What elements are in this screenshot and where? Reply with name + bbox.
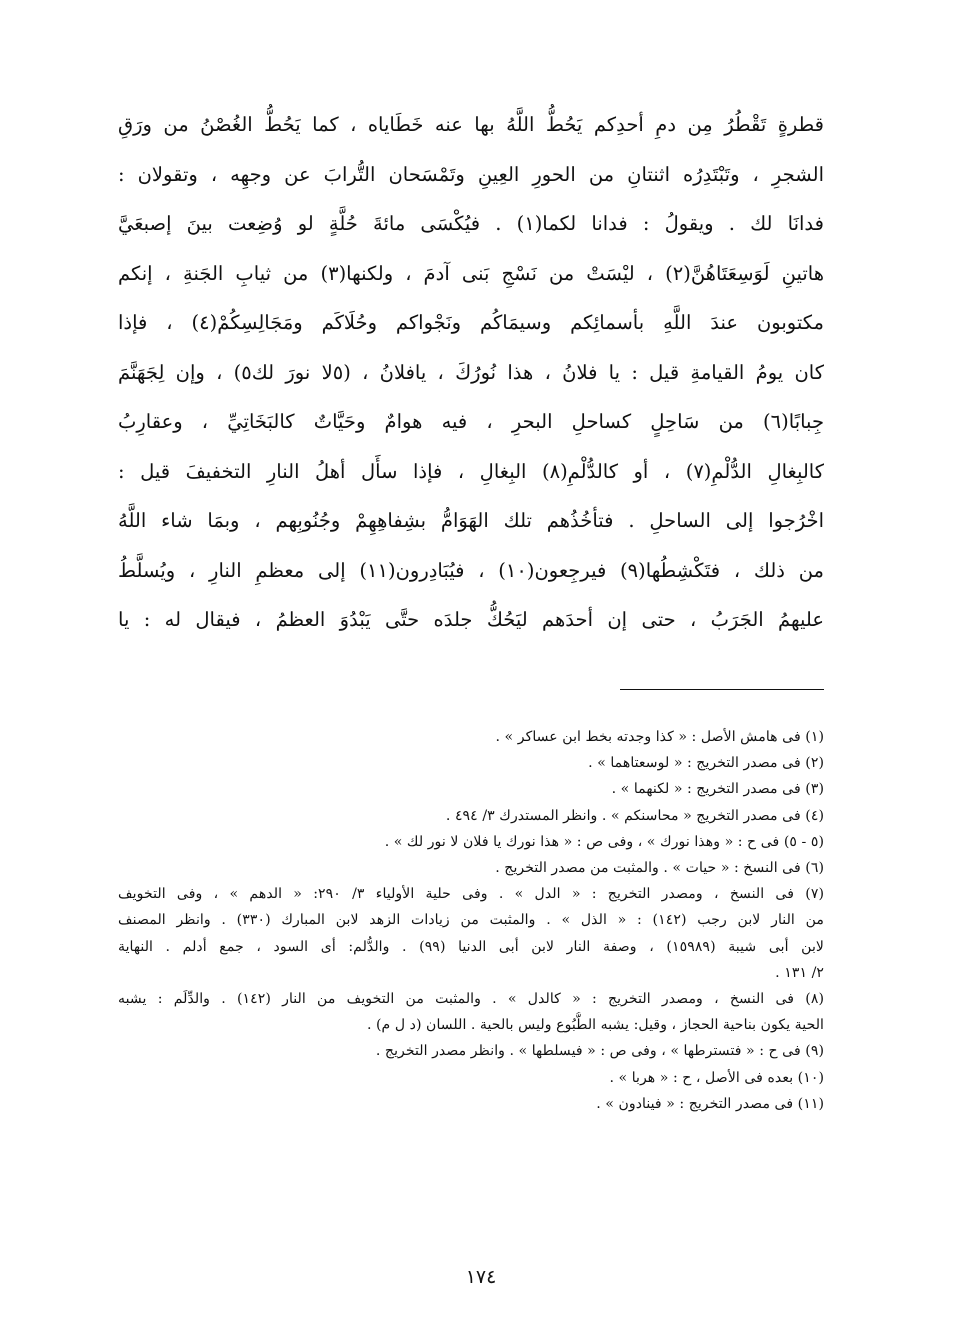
footnote-9: (٩) فى ح : « فتسترطها » ، وفى ص : « فيسلطها » . وانظر مصدر التخريج . — [375, 1043, 824, 1060]
footnotes — [118, 724, 824, 1117]
text-line-8: كالبِغالِ الدُّلْمِ(٧) ، أو كالدُّلْمِ(٨) البِغالِ ، فإذا سأَل أهلُ النارِ التخفيفَ قيل : — [118, 459, 824, 483]
footnote-2: (٢) فى مصدر التخريج : « لوسعتاهما » . — [588, 755, 824, 772]
footnote-10: (١٠) بعده فى الأصل ، ح : « هربا » . — [609, 1069, 824, 1086]
footnote-3: (٣) فى مصدر التخريج : « لكنهما » . — [611, 781, 824, 798]
text-line-10: من ذلك ، فتَكْشِطُها(٩) فيرجِعون(١٠) ، فيُبَادِرون(١١) إلى معظمِ النارِ ، ويُسلَّطُ — [118, 558, 824, 582]
footnote-6: (٦) فى النسخ : « حيات » . والمثبت من مصدر التخريج . — [495, 860, 824, 877]
text-line-3: فدانَا لك . ويقولُ : فدانا لكما(١) . فيُكْسَى مائةَ حُلَّةٍ لو وُضِعت بينَ إصبعَيَّ — [118, 212, 824, 235]
text-line-5: مكتوبون عندَ اللَّهِ بأسمائِكم وسيمَاكُم ونَجْواكم وحُلَاكَم ومَجَالِسِكُمْ(٤) ، فإذا — [118, 311, 824, 334]
footnote-7-line: لابن أبى شيبة (١٥٩٨٩) ، وصفة النار لابن أبى الدنيا (٩٩) . والدُّلم: أى السود ، جمع أدلم . النهاية — [118, 938, 824, 955]
text-line-9: اخْرُجوا إلى الساحلِ . فتأخُذُهم تلك الهَوَامُّ بشِفاهِهِمْ وجُنُوبِهم ، وبمَا شاء اللَّهُ — [118, 509, 824, 532]
text-line-11: عليهمُ الجَرَبُ ، حتى إن أحدَهم ليَحُكُّ جلدَه حتَّى يَبْدُوَ العظمُ ، فيقال له : يا — [118, 608, 824, 631]
text-line-6: كان يومُ القيامةِ قيل : يا فلانُ ، هذا نُورُكَ ، يافلانُ ، (٥لا نورَ لك٥) ، وإن لِجَهَنَّمَ — [118, 360, 824, 384]
text-line-2: الشجرِ ، وتَبْتَدِرُه اثنتانِ من الحورِ العِينِ وتَمْسَحان التُّرابَ عن وجهِه ، وتقولان : — [118, 162, 824, 186]
footnote-7 — [118, 881, 824, 986]
footnote-7-line: من النار لابن رجب (١٤٢) : « الذل » . والمثبت من زيادات الزهد لابن المبارك (٣٣٠) . وانظر المصنف — [118, 912, 824, 929]
footnote-separator — [620, 689, 824, 690]
footnote-5: (٥ - ٥) فى ح : « وهذا نورك » ، وفى ص : « هذا نورك يا فلان لا نور لك » . — [384, 833, 824, 850]
footnote-11: (١١) فى مصدر التخريج : « فينادون » . — [596, 1095, 824, 1112]
footnote-7-line: (٧) فى النسخ ، ومصدر التخريج : « الدل » . وفى حلية الأولياء ٣/ ٢٩٠: « الدهم » ، وفى التخويف — [118, 886, 824, 903]
text-line-7: جِبابًا(٦) من سَاحِلٍ كساحلِ البحرِ ، فيه هوامٌ وحَيَّاتٌ كالبَخَاتِيِّ ، وعقارِبُ — [118, 410, 824, 433]
footnote-8-line: الحية يكون بناحية الحجاز ، وقيل: يشبه الطُّبُوع وليس بالحية . اللسان (د ل م) . — [367, 1017, 824, 1034]
text-line-1: قطرةٍ تَقْطُرُ مِن دمِ أحدِكم يَحُطُّ اللَّهُ بها عنه خَطَاياه ، كما يَحُطُّ الغُصْنُ من ورَقِ — [118, 113, 824, 136]
footnote-8 — [118, 986, 824, 1038]
footnote-8-line: (٨) فى النسخ ، ومصدر التخريج : « كالدل » . والمثبت من التخويف من النار (١٤٢) . والدِّلَم : يشبه — [118, 991, 824, 1008]
text-line-4: هاتينِ لَوَسِعَتَاهُنَّ(٢) ، ليْسَتْ من نَسْجِ بَنى آدمَ ، ولكنها(٣) من ثيابِ الجَنةِ ، إنكم — [118, 261, 824, 285]
main-text — [118, 100, 824, 645]
footnote-4: (٤) فى مصدر التخريج « محاسنكم » . وانظر المستدرك ٣/ ٤٩٤ . — [445, 807, 824, 824]
footnote-1: (١) فى هامش الأصل : « كذا وجدته بخط ابن عساكر » . — [495, 729, 824, 745]
footnote-7-line: ٢/ ١٣١ . — [775, 964, 824, 981]
page-number: ١٧٤ — [465, 1266, 497, 1288]
